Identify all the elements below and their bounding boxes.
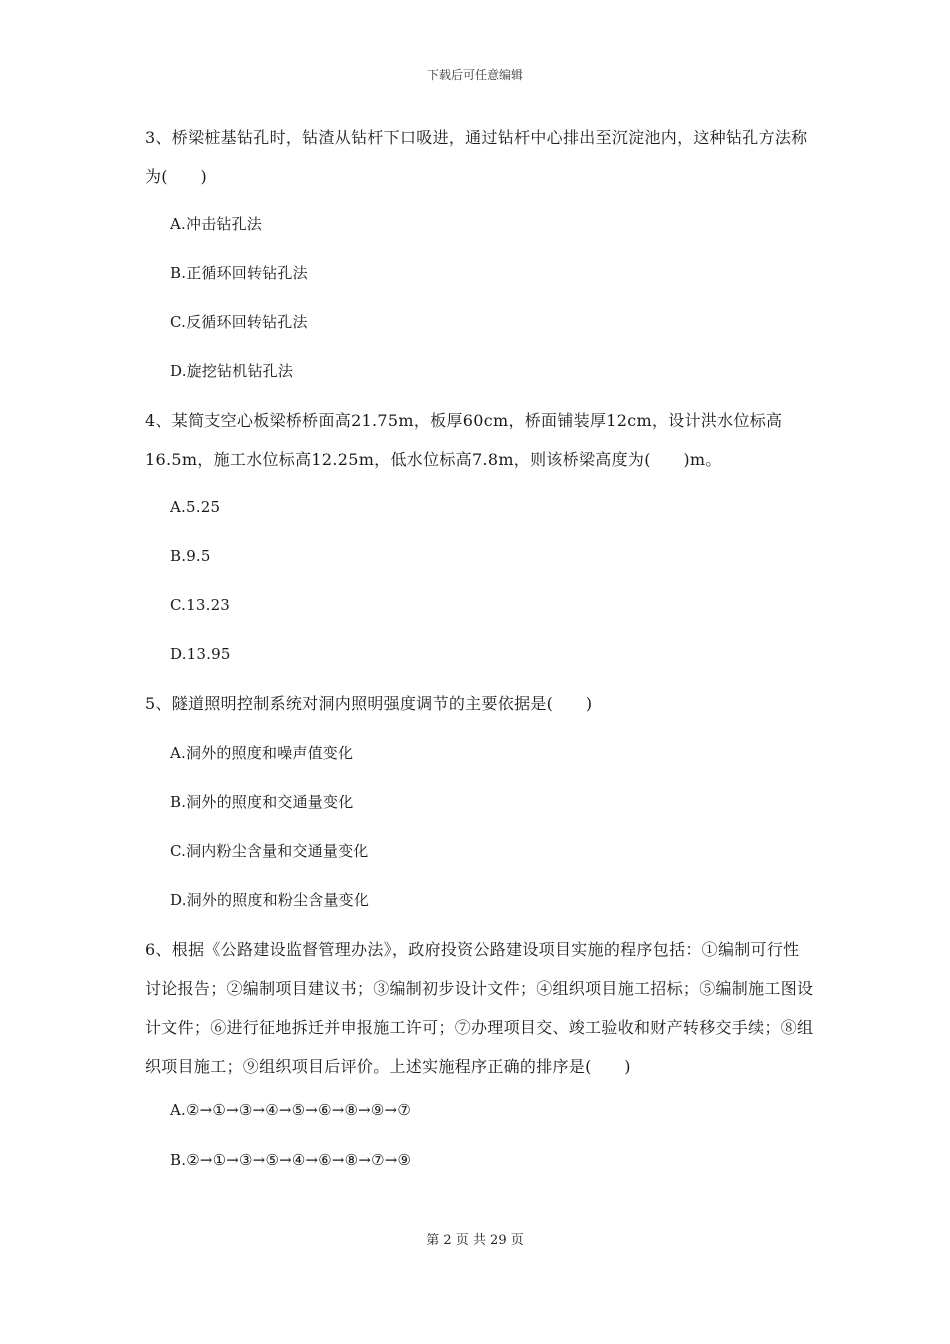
question-3-option-a: A.冲击钻孔法: [170, 215, 263, 233]
question-6-option-b: B.②→①→③→⑤→④→⑥→⑧→⑦→⑨: [170, 1151, 412, 1169]
question-4-option-a: A.5.25: [170, 498, 221, 516]
question-4-option-c: C.13.23: [170, 596, 231, 614]
question-3-option-d: D.旋挖钻机钻孔法: [170, 362, 294, 380]
question-5-stem: 5、隧道照明控制系统对洞内照明强度调节的主要依据是( ): [145, 694, 593, 713]
question-3-stem: 3、桥梁桩基钻孔时，钻渣从钻杆下口吸进，通过钻杆中心排出至沉淀池内，这种钻孔方法称为( ): [145, 128, 808, 186]
question-4-option-d: D.13.95: [170, 645, 231, 663]
question-3-option-b: B.正循环回转钻孔法: [170, 264, 308, 282]
question-4-option-b: B.9.5: [170, 547, 211, 565]
question-3-option-c: C.反循环回转钻孔法: [170, 313, 308, 331]
page-header: 下载后可任意编辑: [426, 68, 523, 82]
question-5-option-c: C.洞内粉尘含量和交通量变化: [170, 842, 369, 860]
question-5-option-b: B.洞外的照度和交通量变化: [170, 793, 354, 811]
question-5-option-d: D.洞外的照度和粉尘含量变化: [170, 891, 370, 909]
question-5-option-a: A.洞外的照度和噪声值变化: [170, 744, 354, 762]
question-6-option-a: A.②→①→③→④→⑤→⑥→⑧→⑨→⑦: [170, 1101, 411, 1119]
question-4-stem: 4、某简支空心板梁桥桥面高21.75m，板厚60cm，桥面铺装厚12cm，设计洪水位标高16.5m，施工水位标高12.25m，低水位标高7.8m，则该桥梁高度为( )m。: [145, 411, 783, 469]
page-footer: 第 2 页 共 29 页: [426, 1233, 524, 1248]
question-6-stem: 6、根据《公路建设监督管理办法》，政府投资公路建设项目实施的程序包括：①编制可行性讨论报告；②编制项目建议书；③编制初步设计文件；④组织项目施工招标；⑤编制施工图设计文件；⑥进行征地拆迁并申报施工许可；⑦办理项目交、竣工验收和财产转移交手续；⑧组织项目施工；⑨组织项目后评价。上述实施程序正确的排序是( ): [145, 940, 814, 1076]
